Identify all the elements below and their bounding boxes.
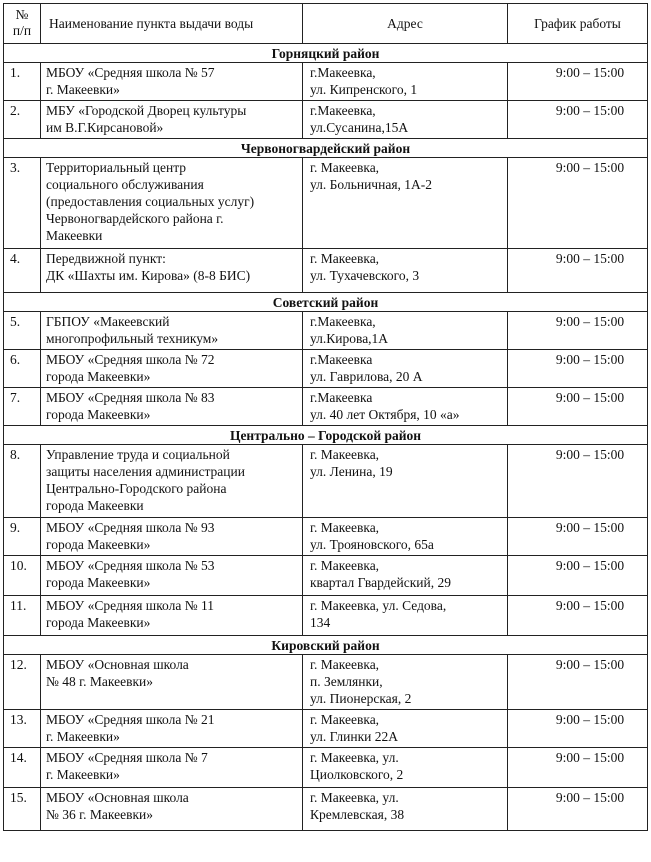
header-schedule: График работы (508, 4, 648, 44)
point-name: Территориальный центр социального обслуживания (предоставления социальных услуг) Червоногвардейского района г. Макеевки (41, 158, 303, 249)
table-row (4, 63, 648, 101)
district-title: Горняцкий район (4, 44, 648, 63)
point-address: г. Макеевка, ул. Тухачевского, 3 (303, 249, 508, 293)
point-address: г. Макеевка, ул. Циолковского, 2 (303, 748, 508, 788)
point-address: г. Макеевка, ул. Седова, 134 (303, 596, 508, 636)
district-row (4, 426, 648, 445)
table-row (4, 710, 648, 748)
table-row (4, 748, 648, 788)
district-title: Червоногвардейский район (4, 139, 648, 158)
district-row (4, 636, 648, 655)
district-row (4, 139, 648, 158)
table-row (4, 350, 648, 388)
point-name: ГБПОУ «Макеевский многопрофильный техникум» (41, 312, 303, 350)
table-row (4, 158, 648, 249)
table-row (4, 388, 648, 426)
district-title: Советский район (4, 293, 648, 312)
point-name: МБОУ «Средняя школа № 57 г. Макеевки» (41, 63, 303, 101)
row-num: 5. (4, 312, 41, 350)
point-name: МБОУ «Средняя школа № 21 г. Макеевки» (41, 710, 303, 748)
table-row (4, 312, 648, 350)
work-schedule: 9:00 – 15:00 (508, 388, 648, 426)
point-name: МБУ «Городской Дворец культуры им В.Г.Кирсановой» (41, 101, 303, 139)
row-num: 12. (4, 655, 41, 710)
row-num: 15. (4, 788, 41, 831)
district-title: Центрально – Городской район (4, 426, 648, 445)
table-row (4, 556, 648, 596)
row-num: 3. (4, 158, 41, 249)
table-header-row (4, 4, 648, 44)
point-name: МБОУ «Средняя школа № 11 города Макеевки» (41, 596, 303, 636)
point-address: г. Макеевка, ул. Больничная, 1А-2 (303, 158, 508, 249)
district-row (4, 293, 648, 312)
table-row (4, 596, 648, 636)
work-schedule: 9:00 – 15:00 (508, 655, 648, 710)
table-row (4, 518, 648, 556)
point-name: МБОУ «Средняя школа № 93 города Макеевки» (41, 518, 303, 556)
point-name: Передвижной пункт: ДК «Шахты им. Кирова» (8-8 БИС) (41, 249, 303, 293)
work-schedule: 9:00 – 15:00 (508, 445, 648, 518)
row-num: 13. (4, 710, 41, 748)
row-num: 10. (4, 556, 41, 596)
row-num: 11. (4, 596, 41, 636)
row-num: 9. (4, 518, 41, 556)
district-row (4, 44, 648, 63)
point-address: г. Макеевка, ул. Кремлевская, 38 (303, 788, 508, 831)
point-address: г.Макеевка, ул.Кирова,1А (303, 312, 508, 350)
work-schedule: 9:00 – 15:00 (508, 710, 648, 748)
point-address: г.Макеевка, ул. Кипренского, 1 (303, 63, 508, 101)
point-address: г. Макеевка, ул. Глинки 22А (303, 710, 508, 748)
point-name: МБОУ «Основная школа № 36 г. Макеевки» (41, 788, 303, 831)
row-num: 4. (4, 249, 41, 293)
row-num: 7. (4, 388, 41, 426)
water-points-table (3, 3, 648, 831)
work-schedule: 9:00 – 15:00 (508, 556, 648, 596)
work-schedule: 9:00 – 15:00 (508, 312, 648, 350)
point-address: г.Макеевка, ул.Сусанина,15А (303, 101, 508, 139)
point-name: МБОУ «Средняя школа № 72 города Макеевки» (41, 350, 303, 388)
table-row (4, 101, 648, 139)
district-title: Кировский район (4, 636, 648, 655)
work-schedule: 9:00 – 15:00 (508, 518, 648, 556)
point-name: МБОУ «Основная школа № 48 г. Макеевки» (41, 655, 303, 710)
table-row (4, 445, 648, 518)
work-schedule: 9:00 – 15:00 (508, 101, 648, 139)
point-address: г.Макеевка ул. 40 лет Октября, 10 «а» (303, 388, 508, 426)
work-schedule: 9:00 – 15:00 (508, 596, 648, 636)
point-address: г. Макеевка, ул. Ленина, 19 (303, 445, 508, 518)
work-schedule: 9:00 – 15:00 (508, 748, 648, 788)
header-num: № п/п (4, 4, 41, 44)
table-body (4, 44, 648, 831)
point-address: г. Макеевка, п. Землянки, ул. Пионерская, 2 (303, 655, 508, 710)
point-address: г.Макеевка ул. Гаврилова, 20 А (303, 350, 508, 388)
work-schedule: 9:00 – 15:00 (508, 249, 648, 293)
row-num: 2. (4, 101, 41, 139)
table-row (4, 655, 648, 710)
point-name: МБОУ «Средняя школа № 7 г. Макеевки» (41, 748, 303, 788)
point-name: МБОУ «Средняя школа № 53 города Макеевки» (41, 556, 303, 596)
row-num: 8. (4, 445, 41, 518)
point-name: Управление труда и социальной защиты населения администрации Центрально-Городского района города Макеевки (41, 445, 303, 518)
work-schedule: 9:00 – 15:00 (508, 158, 648, 249)
work-schedule: 9:00 – 15:00 (508, 788, 648, 831)
header-name: Наименование пункта выдачи воды (41, 4, 303, 44)
point-name: МБОУ «Средняя школа № 83 города Макеевки» (41, 388, 303, 426)
point-address: г. Макеевка, квартал Гвардейский, 29 (303, 556, 508, 596)
point-address: г. Макеевка, ул. Трояновского, 65а (303, 518, 508, 556)
row-num: 14. (4, 748, 41, 788)
row-num: 1. (4, 63, 41, 101)
row-num: 6. (4, 350, 41, 388)
work-schedule: 9:00 – 15:00 (508, 63, 648, 101)
header-address: Адрес (303, 4, 508, 44)
table-row (4, 249, 648, 293)
work-schedule: 9:00 – 15:00 (508, 350, 648, 388)
table-row (4, 788, 648, 831)
